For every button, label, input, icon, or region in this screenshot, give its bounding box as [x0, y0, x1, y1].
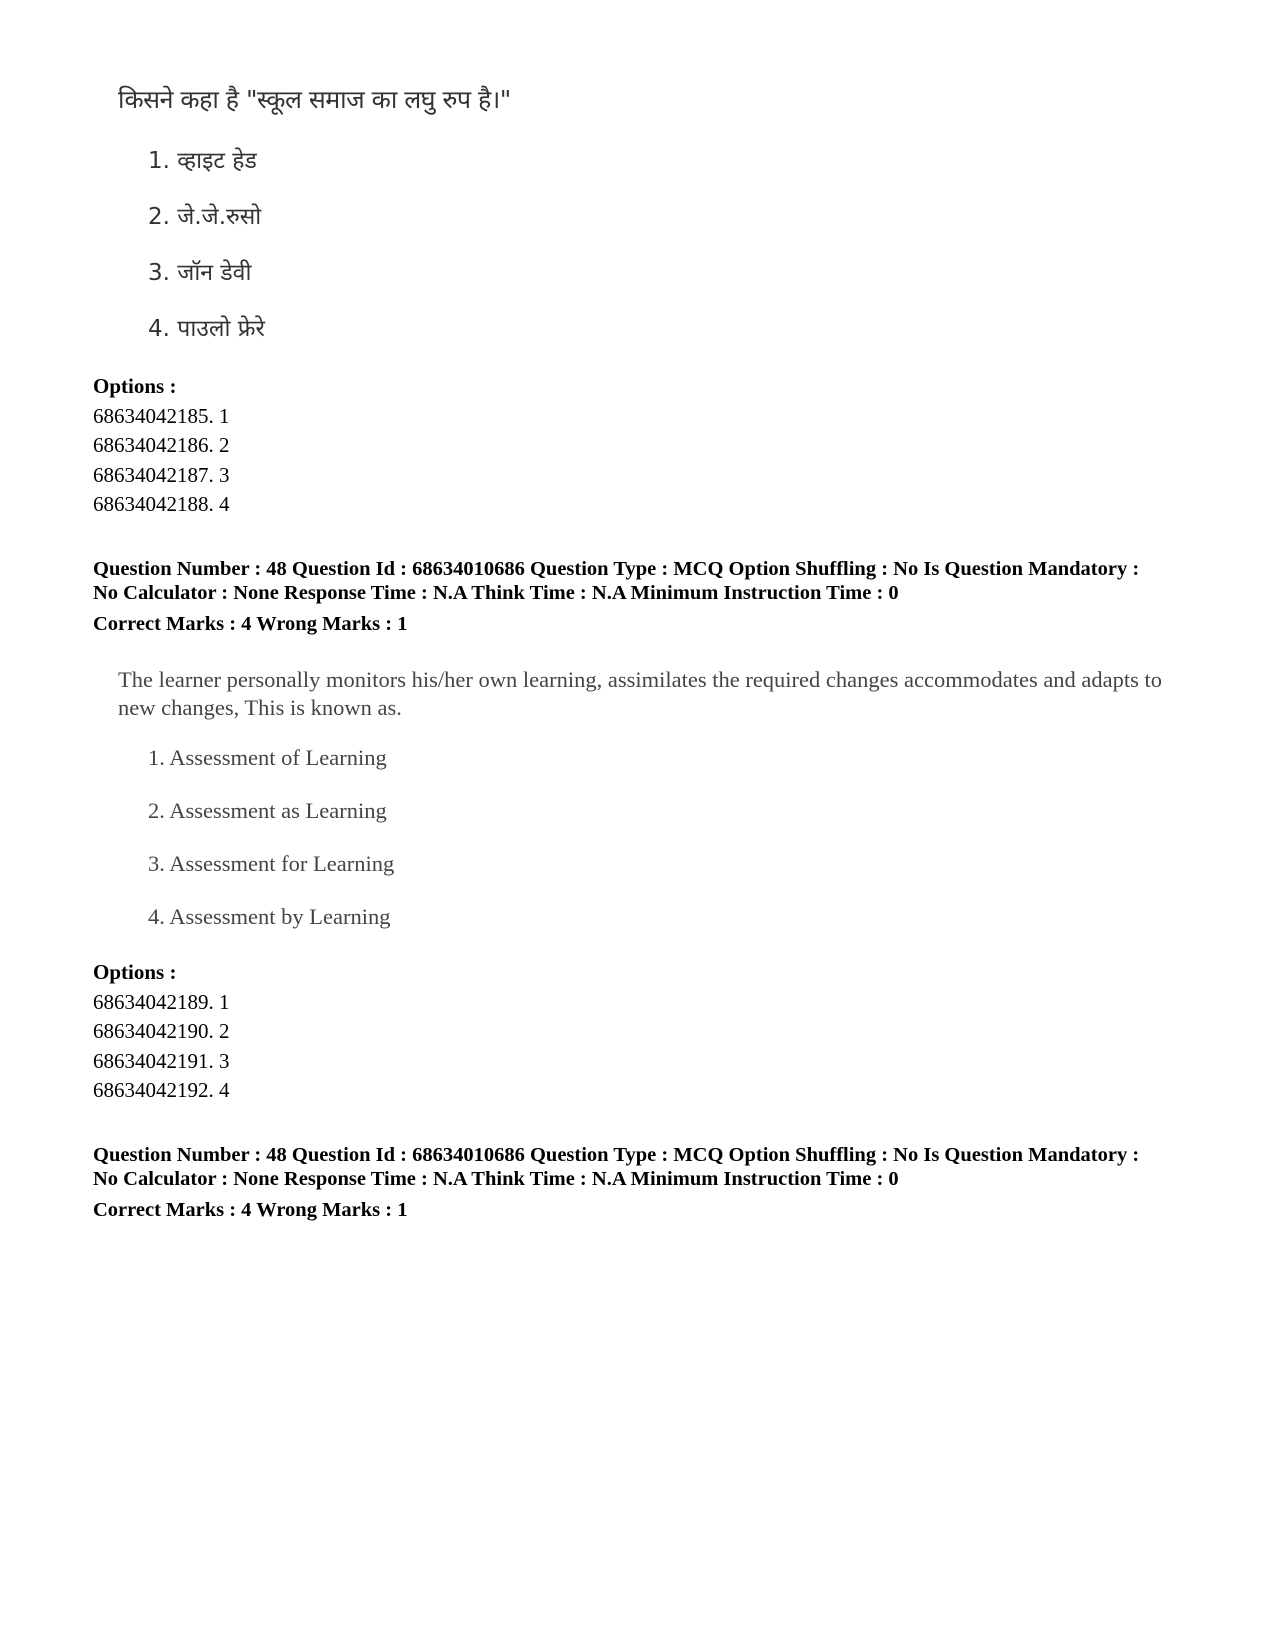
choice-item: 1. व्हाइट हेड	[148, 148, 257, 174]
option-id: 68634042190. 2	[93, 1019, 230, 1043]
options-label: Options :	[93, 374, 177, 398]
option-id: 68634042186. 2	[93, 433, 230, 457]
question-meta	[93, 1143, 1213, 1191]
choice-item: 4. Assessment by Learning	[148, 904, 391, 929]
option-id: 68634042188. 4	[93, 492, 230, 516]
choice-item: 2. जे.जे.रुसो	[148, 204, 262, 230]
marks-line: Correct Marks : 4 Wrong Marks : 1	[93, 1199, 408, 1221]
question-meta-line: No Calculator : None Response Time : N.A Think Time : N.A Minimum Instruction Time : 0	[93, 1168, 899, 1190]
options-block	[93, 958, 230, 1106]
choice-item: 2. Assessment as Learning	[148, 798, 387, 823]
marks-line: Correct Marks : 4 Wrong Marks : 1	[93, 613, 408, 635]
question-meta-line: Question Number : 48 Question Id : 68634010686 Question Type : MCQ Option Shuffling : No Is Question Mandatory :	[93, 1144, 1140, 1166]
question-text-english: The learner personally monitors his/her own learning, assimilates the required changes accommodates and adapts to new changes, This is known as.	[118, 667, 1163, 720]
choice-item: 1. Assessment of Learning	[148, 745, 387, 770]
option-id: 68634042187. 3	[93, 462, 230, 487]
choice-item: 4. पाउलो फ्रेरे	[148, 316, 265, 342]
option-id: 68634042192. 4	[93, 1078, 230, 1102]
question-meta-line: Question Number : 48 Question Id : 68634010686 Question Type : MCQ Option Shuffling : No Is Question Mandatory :	[93, 558, 1140, 580]
choice-item: 3. जॉन डेवी	[148, 260, 252, 286]
question-text-hindi: किसने कहा है "स्कूल समाज का लघु रुप है।"	[118, 85, 511, 114]
option-id: 68634042191. 3	[93, 1048, 230, 1073]
question-meta-line: No Calculator : None Response Time : N.A Think Time : N.A Minimum Instruction Time : 0	[93, 582, 899, 604]
question-meta	[93, 557, 1213, 605]
option-id: 68634042189. 1	[93, 989, 230, 1014]
option-id: 68634042185. 1	[93, 403, 230, 428]
options-block	[93, 372, 230, 520]
options-label: Options :	[93, 960, 177, 984]
choice-item: 3. Assessment for Learning	[148, 851, 395, 876]
